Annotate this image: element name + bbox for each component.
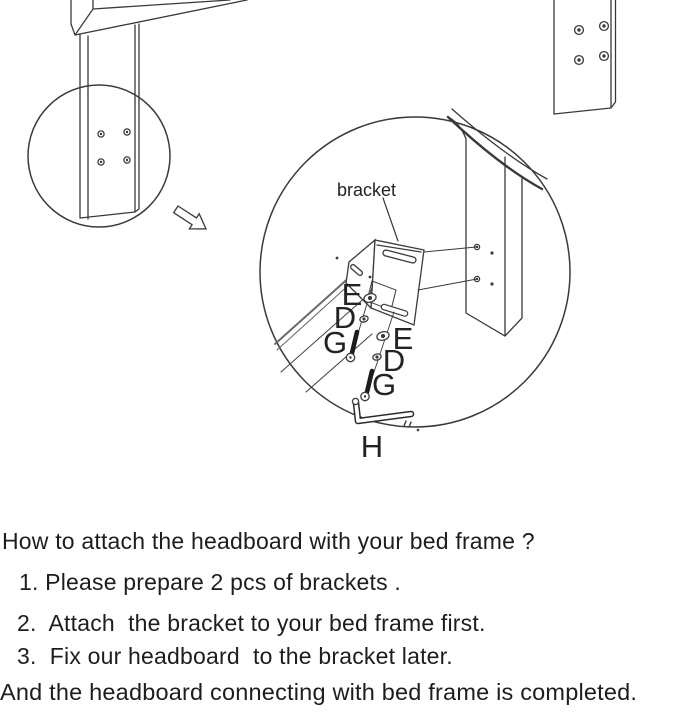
post-edges xyxy=(466,139,522,336)
instructions-conclusion: And the headboard connecting with bed frame is completed. xyxy=(0,679,638,705)
spring-washer-d1 xyxy=(359,315,369,323)
label-d1: D xyxy=(333,300,357,335)
label-d2: D xyxy=(382,343,406,378)
leader-to-post-hole-2 xyxy=(418,279,477,290)
bracket-leader-line xyxy=(383,198,398,241)
label-g2: G xyxy=(371,367,397,402)
instruction-step-2: 2. Attach the bracket to your bed frame first. xyxy=(17,610,486,636)
allen-key xyxy=(352,398,419,431)
headboard-panel-detail xyxy=(448,109,547,336)
spring-washer-d2 xyxy=(372,353,382,361)
panel-side-edge xyxy=(71,0,93,35)
panel-bottom-edge xyxy=(75,0,247,35)
magnifier-circle-small xyxy=(28,85,170,227)
leg-holes xyxy=(575,22,609,65)
bolt-g2 xyxy=(361,371,372,401)
panel-curve-inner xyxy=(448,117,542,189)
zoom-arrow-icon xyxy=(171,202,211,237)
label-e2: E xyxy=(392,321,414,356)
leader-to-post-hole-1 xyxy=(424,247,476,252)
bed-post-top-right xyxy=(554,0,616,114)
label-e1: E xyxy=(341,277,363,312)
bolt-g1 xyxy=(346,332,357,362)
instruction-step-3: 3. Fix our headboard to the bracket later. xyxy=(17,643,453,669)
bracket-label: bracket xyxy=(337,180,397,200)
instructions-heading: How to attach the headboard with your bed frame ? xyxy=(2,528,535,554)
right-leg xyxy=(554,0,616,114)
washer-e2 xyxy=(376,330,390,341)
label-g1: G xyxy=(322,325,348,360)
instruction-step-1: 1. Please prepare 2 pcs of brackets . xyxy=(19,569,401,595)
leg-holes xyxy=(98,129,130,165)
left-leg xyxy=(80,24,139,219)
label-h: H xyxy=(360,429,384,464)
headboard-left-corner xyxy=(28,0,247,227)
